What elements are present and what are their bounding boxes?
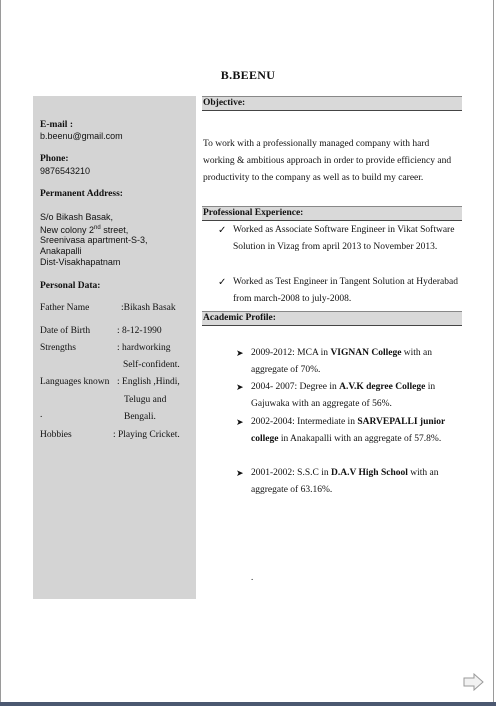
trailing-dot: . — [251, 572, 254, 582]
academic-item: 2002-2004: Intermediate in SARVEPALLI junior college in Anakapalli with an aggregate of 57.8%. — [251, 417, 446, 444]
address-line-1: S/o Bikash Basak, — [40, 212, 114, 222]
next-page-icon[interactable] — [463, 673, 485, 691]
languages-value: : English ,Hindi, — [117, 377, 180, 387]
experience-item: Worked as Test Engineer in Tangent Solution at Hyderabad from march-2008 to july-2008. — [233, 277, 458, 304]
phone-label: Phone: — [40, 154, 69, 164]
father-name-value: :Bikash Basak — [121, 303, 176, 313]
strengths-key: Strengths — [40, 343, 76, 353]
experience-item: Worked as Associate Software Engineer in Vikat Software Solution in Vizag from april 2013 to November 2013. — [233, 225, 455, 252]
arrow-bullet-icon: ➤ — [236, 468, 244, 478]
experience-title: Professional Experience: — [203, 208, 304, 218]
arrow-bullet-icon: ➤ — [236, 417, 244, 427]
hobbies-key: Hobbies — [40, 430, 72, 440]
languages-key: Languages known — [40, 377, 110, 387]
objective-title: Objective: — [203, 98, 246, 108]
stray-dot: . — [40, 410, 43, 420]
arrow-bullet-icon: ➤ — [236, 348, 244, 358]
academic-item: 2004- 2007: Degree in A.V.K degree College in Gajuwaka with an aggregate of 56%. — [251, 382, 436, 409]
dob-value: : 8-12-1990 — [117, 326, 162, 336]
personal-data-label: Personal Data: — [40, 281, 101, 291]
address-line-4: Anakapalli — [40, 246, 82, 256]
address-label: Permanent Address: — [40, 189, 123, 199]
resume-name: B.BEENU — [220, 68, 276, 82]
arrow-bullet-icon: ➤ — [236, 382, 244, 392]
dob-key: Date of Birth — [40, 326, 91, 336]
languages-value-3: Bengali. — [124, 412, 156, 422]
address-line-5: Dist-Visakhapatnam — [40, 257, 121, 267]
academic-item: 2009-2012: MCA in VIGNAN College with an aggregate of 70%. — [251, 348, 433, 375]
academic-title: Academic Profile: — [203, 313, 276, 323]
bottom-bar — [0, 702, 496, 706]
strengths-value: : hardworking — [117, 343, 171, 353]
father-name-key: Father Name — [40, 303, 90, 313]
check-icon: ✓ — [218, 225, 227, 236]
objective-text: To work with a professionally managed company with hard working & ambitious approach in order to provide efficiency and productivity to the company as well as to build my career. — [203, 139, 452, 183]
email-value: b.beenu@gmail.com — [40, 131, 123, 141]
address-line-2: New colony 2nd street, — [40, 225, 129, 235]
email-label: E-mail : — [40, 120, 73, 130]
languages-value-2: Telugu and — [124, 395, 167, 405]
hobbies-value: : Playing Cricket. — [113, 430, 180, 440]
phone-value: 9876543210 — [40, 166, 91, 176]
check-icon: ✓ — [218, 277, 227, 288]
academic-item: 2001-2002: S.S.C in D.A.V High School with an aggregate of 63.16%. — [251, 468, 439, 495]
strengths-value-2: Self-confident. — [123, 360, 180, 370]
address-line-3: Sreenivasa apartment-S-3, — [40, 235, 148, 245]
